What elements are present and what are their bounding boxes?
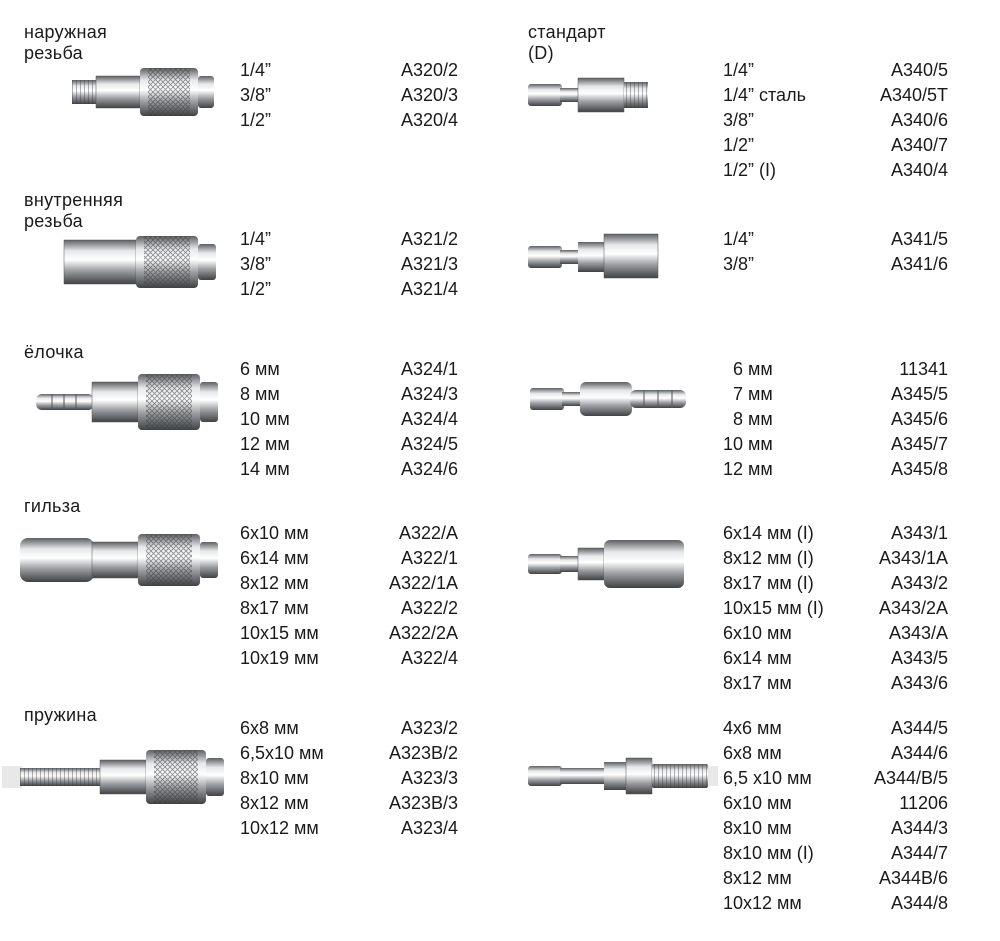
table-row: [240, 229, 458, 254]
size-label: 12 мм: [723, 459, 773, 479]
table-row: [240, 793, 458, 818]
table-row: [240, 548, 458, 573]
size-label: 8x10 мм: [723, 818, 792, 838]
article-code: A341/6: [890, 254, 948, 274]
table-row: [723, 623, 948, 648]
table-row: [240, 359, 458, 384]
article-code: A322/4: [400, 648, 458, 668]
spring-plug-icon: [526, 752, 722, 802]
hose-barb-plug-icon: [528, 376, 692, 424]
article-code: A345/5: [890, 384, 948, 404]
spring-coupler-icon: [0, 742, 228, 812]
size-label: 3/8”: [240, 254, 272, 274]
size-label: 10x15 мм (I): [723, 598, 824, 618]
hose-barb-coupler-icon: [32, 366, 228, 436]
size-label: 10x15 мм: [240, 623, 319, 643]
table-row: [723, 793, 948, 818]
article-code: A320/3: [400, 85, 458, 105]
size-label: 6x10 мм: [723, 793, 792, 813]
table-row: [723, 434, 948, 459]
table-row: [723, 160, 948, 185]
table-row: [723, 254, 948, 279]
female-thread-plug-icon: [526, 230, 662, 282]
table-row: [240, 768, 458, 793]
article-code: 11341: [899, 359, 948, 379]
size-label: 8 мм: [240, 384, 280, 404]
table-row: [733, 409, 948, 434]
table-row: [723, 868, 948, 893]
size-label: 8x12 мм: [240, 793, 309, 813]
table-row: [240, 818, 458, 843]
size-label: 8x12 мм: [240, 573, 309, 593]
article-code: A344/B/5: [873, 768, 948, 788]
article-code: A323/3: [400, 768, 458, 788]
table-row: [240, 598, 458, 623]
article-code: A340/5T: [879, 85, 948, 105]
size-label: 6x14 мм: [240, 548, 309, 568]
table-row: [240, 623, 458, 648]
table-row: [723, 573, 948, 598]
table-row: [733, 359, 948, 384]
article-code: A344/3: [890, 818, 948, 838]
table-row: [723, 110, 948, 135]
article-code: A324/4: [400, 409, 458, 429]
article-code: A321/2: [400, 229, 458, 249]
size-label: 3/8”: [723, 110, 755, 130]
size-label: 6x8 мм: [723, 743, 782, 763]
size-label: 1/2” (I): [723, 160, 777, 180]
table-row: [723, 718, 948, 743]
female-thread-coupler-icon: [58, 230, 228, 300]
size-label: 7 мм: [733, 384, 773, 404]
size-label: 8x17 мм (I): [723, 573, 814, 593]
table-row: [723, 673, 948, 698]
size-label: 8x12 мм: [723, 868, 792, 888]
section-heading: пружина: [24, 705, 97, 725]
size-label: 14 мм: [240, 459, 290, 479]
size-label: 8x17 мм: [723, 673, 792, 693]
size-label: 1/2”: [723, 135, 755, 155]
table-row: [723, 893, 948, 918]
section-heading: ёлочка: [24, 342, 84, 362]
section-heading: наружная резьба: [24, 22, 108, 63]
table-row: [240, 434, 458, 459]
article-code: A344/7: [890, 843, 948, 863]
size-label: 6 мм: [733, 359, 773, 379]
size-label: 12 мм: [240, 434, 290, 454]
article-code: A343/2: [890, 573, 948, 593]
article-code: A322/2A: [388, 623, 458, 643]
size-label: 6,5x10 мм: [240, 743, 324, 763]
size-label: 10x19 мм: [240, 648, 319, 668]
sleeve-plug-icon: [526, 536, 688, 592]
size-label: 6x10 мм: [240, 523, 309, 543]
size-label: 1/2”: [240, 110, 272, 130]
article-code: A344B/6: [878, 868, 948, 888]
size-label: 6x10 мм: [723, 623, 792, 643]
article-code: A343/1: [890, 523, 948, 543]
article-code: A343/1A: [878, 548, 948, 568]
article-code: A324/3: [400, 384, 458, 404]
male-thread-plug-icon: [526, 70, 652, 120]
article-code: A343/A: [888, 623, 948, 643]
table-row: [240, 254, 458, 279]
sleeve-coupler-icon: [16, 526, 228, 596]
size-label: 1/4”: [240, 60, 272, 80]
table-row: [723, 598, 948, 623]
article-code: A344/6: [890, 743, 948, 763]
table-row: [240, 279, 458, 304]
table-row: [240, 718, 458, 743]
table-row: [240, 459, 458, 484]
table-row: [723, 843, 948, 868]
table-row: [723, 60, 948, 85]
table-row: [240, 85, 458, 110]
article-code: A340/5: [890, 60, 948, 80]
size-label: 10 мм: [723, 434, 773, 454]
article-code: A340/6: [890, 110, 948, 130]
table-row: [240, 60, 458, 85]
article-code: A344/8: [890, 893, 948, 913]
table-row: [723, 459, 948, 484]
section-heading: внутренняя резьба: [24, 190, 124, 231]
size-label: 6x8 мм: [240, 718, 299, 738]
article-code: A323B/3: [388, 793, 458, 813]
table-row: [240, 573, 458, 598]
size-label: 8x10 мм (I): [723, 843, 814, 863]
article-code: A321/3: [400, 254, 458, 274]
size-label: 1/4” сталь: [723, 85, 806, 105]
size-label: 8x12 мм (I): [723, 548, 814, 568]
table-row: [723, 743, 948, 768]
article-code: A345/6: [890, 409, 948, 429]
size-label: 6 мм: [240, 359, 280, 379]
table-row: [723, 768, 948, 793]
table-row: [240, 384, 458, 409]
article-code: A345/7: [890, 434, 948, 454]
size-label: 1/2”: [240, 279, 272, 299]
table-row: [240, 648, 458, 673]
article-code: A320/4: [400, 110, 458, 130]
table-row: [723, 648, 948, 673]
size-label: 6x14 мм: [723, 648, 792, 668]
section-heading: стандарт (D): [528, 22, 606, 63]
article-code: A323/4: [400, 818, 458, 838]
table-row: [240, 409, 458, 434]
size-label: 6x14 мм (I): [723, 523, 814, 543]
article-code: A343/2A: [878, 598, 948, 618]
size-label: 10 мм: [240, 409, 290, 429]
size-label: 3/8”: [240, 85, 272, 105]
article-code: A340/4: [890, 160, 948, 180]
size-label: 8x10 мм: [240, 768, 309, 788]
article-code: A322/1A: [388, 573, 458, 593]
male-thread-coupler-icon: [68, 62, 228, 132]
article-code: A324/5: [400, 434, 458, 454]
article-code: A322/2: [400, 598, 458, 618]
table-row: [240, 743, 458, 768]
table-row: [240, 110, 458, 135]
article-code: 11206: [899, 793, 948, 813]
article-code: A324/6: [400, 459, 458, 479]
size-label: 10x12 мм: [723, 893, 802, 913]
size-label: 4x6 мм: [723, 718, 782, 738]
article-code: A345/8: [890, 459, 948, 479]
table-row: [240, 523, 458, 548]
article-code: A322/A: [398, 523, 458, 543]
article-code: A343/5: [890, 648, 948, 668]
size-label: 10x12 мм: [240, 818, 319, 838]
article-code: A341/5: [890, 229, 948, 249]
size-label: 8 мм: [733, 409, 773, 429]
article-code: A321/4: [400, 279, 458, 299]
size-label: 1/4”: [723, 229, 755, 249]
table-row: [723, 818, 948, 843]
size-label: 3/8”: [723, 254, 755, 274]
article-code: A340/7: [890, 135, 948, 155]
article-code: A320/2: [400, 60, 458, 80]
article-code: A323/2: [400, 718, 458, 738]
article-code: A322/1: [400, 548, 458, 568]
size-label: 8x17 мм: [240, 598, 309, 618]
table-row: [733, 384, 948, 409]
size-label: 6,5 x10 мм: [723, 768, 812, 788]
table-row: [723, 85, 948, 110]
article-code: A343/6: [890, 673, 948, 693]
section-heading: гильза: [24, 496, 81, 516]
table-row: [723, 135, 948, 160]
article-code: A344/5: [890, 718, 948, 738]
article-code: A323B/2: [388, 743, 458, 763]
size-label: 1/4”: [723, 60, 755, 80]
table-row: [723, 229, 948, 254]
table-row: [723, 523, 948, 548]
table-row: [723, 548, 948, 573]
size-label: 1/4”: [240, 229, 272, 249]
article-code: A324/1: [400, 359, 458, 379]
